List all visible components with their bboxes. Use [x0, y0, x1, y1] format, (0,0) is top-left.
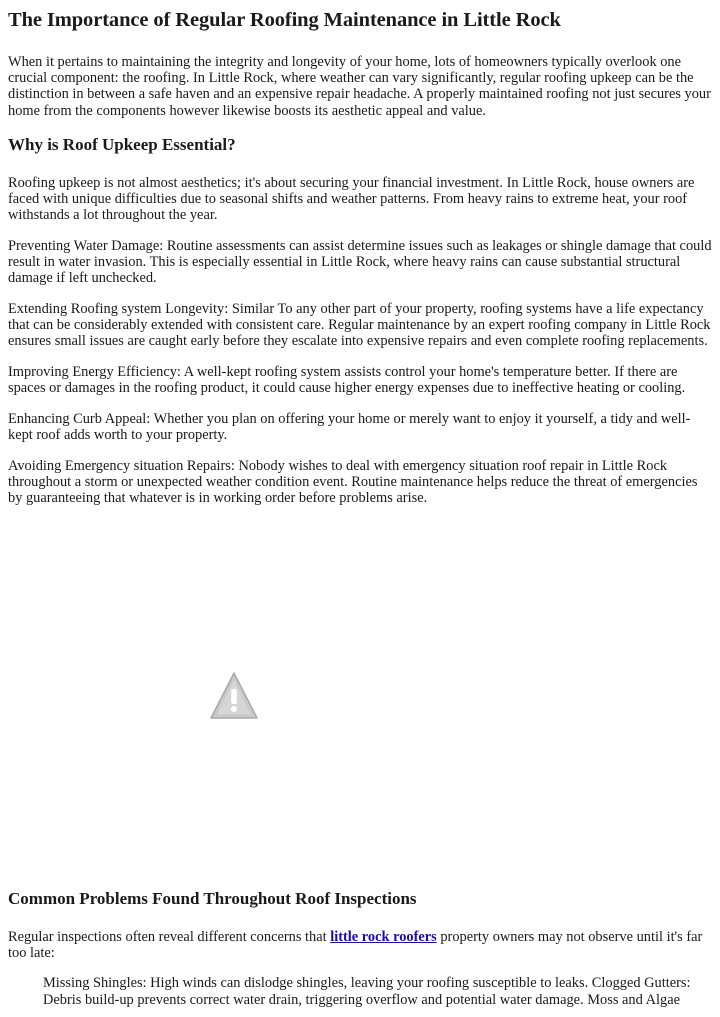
paragraph: Improving Energy Efficiency: A well-kept roofing system assists control your home's temperature better. If there are spaces or damages in the roofing product, it could cause higher energy expenses due to ineffective heating or cooling. — [8, 364, 686, 397]
intro-paragraph: When it pertains to maintaining the integrity and longevity of your home, lots of homeowners typically overlook one crucial component: the roofing. In Little Rock, where weather can vary significantly, regular roofing upkeep can be the distinction in between a safe haven and an expensive repair headache. A properly maintained roofing not just secures your home from the components however likewise boosts its aesthetic appeal and value. — [8, 54, 711, 119]
lead-paragraph — [8, 929, 712, 961]
lead-text-before: Regular inspections often reveal different concerns that — [8, 928, 331, 945]
paragraph: Avoiding Emergency situation Repairs: Nobody wishes to deal with emergency situation roof repair in Little Rock throughout a storm or unexpected weather condition event. Routine maintenance helps reduce the threat of emergencies by guaranteeing that whatever is in working order before problems arise. — [8, 457, 698, 507]
page-title: The Importance of Regular Roofing Maintenance in Little Rock — [8, 9, 561, 31]
paragraph: Preventing Water Damage: Routine assessments can assist determine issues such as leakages or shingle damage that could result in water invasion. This is especially essential in Little Rock, where heavy rains can cause substantial structural damage if left unchecked. — [8, 237, 712, 287]
paragraph: Enhancing Curb Appeal: Whether you plan on offering your home or merely want to enjoy it yourself, a tidy and well-kept roof adds worth to your property. — [8, 411, 691, 444]
section-heading-why: Why is Roof Upkeep Essential? — [8, 134, 236, 154]
paragraph: Roofing upkeep is not almost aesthetics; it's about securing your financial investment. In Little Rock, house owners are faced with unique difficulties due to seasonal shifts and weather patterns. From heavy rains to extreme heat, your roof withstands a lot throughout the year. — [8, 174, 695, 224]
warning-icon — [209, 671, 259, 721]
section-heading-common-problems: Common Problems Found Throughout Roof Inspections — [8, 888, 417, 908]
problems-blockquote: Missing Shingles: High winds can dislodge shingles, leaving your roofing susceptible to leaks. Clogged Gutters: Debris build-up prevents correct water drain, triggering overflow and potential water damage. Moss and Algae — [43, 975, 691, 1008]
roofers-link[interactable]: little rock roofers — [330, 928, 437, 945]
paragraph: Extending Roofing system Longevity: Similar To any other part of your property, roofing systems have a life expectancy that can be considerably extended with consistent care. Regular maintenance by an expert roofing company in Little Rock ensures small issues are caught early before they escalate into expensive repairs and even complete roofing replacements. — [8, 301, 711, 350]
lead-text-after: property owners may not observe until it's far too late: — [8, 928, 703, 961]
broken-image-placeholder — [8, 521, 712, 857]
